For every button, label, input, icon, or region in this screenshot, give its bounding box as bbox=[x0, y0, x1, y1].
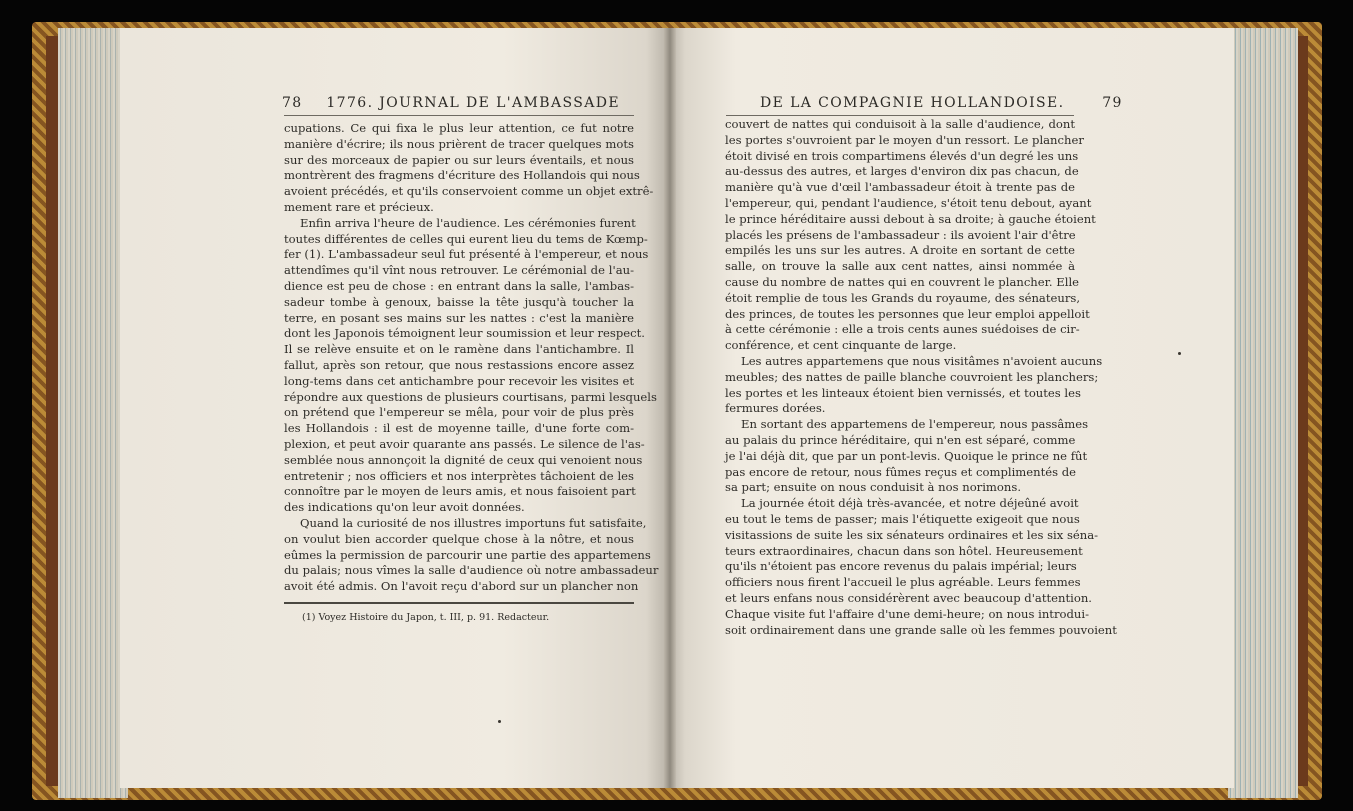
text-line: fallut, après son retour, que nous restassions encore assez bbox=[284, 357, 634, 372]
text-line: connoître par le moyen de leurs amis, et nous faisoient part bbox=[284, 484, 636, 499]
text-line: Quand la curiosité de nos illustres importuns fut satisfaite, bbox=[300, 515, 647, 530]
text-line: répondre aux questions de plusieurs courtisans, parmi lesquels bbox=[284, 389, 657, 404]
right-running-head bbox=[760, 95, 1123, 111]
left-running-head bbox=[282, 95, 620, 111]
text-line: au-dessus des autres, et larges d'environ dix pas chacun, de bbox=[725, 164, 1079, 179]
footnote bbox=[302, 612, 549, 623]
text-line: semblée nous annonçoit la dignité de ceux qui venoient nous bbox=[284, 452, 643, 467]
page-stack-right bbox=[1228, 28, 1298, 798]
text-line: officiers nous firent l'accueil le plus agréable. Leurs femmes bbox=[725, 575, 1081, 590]
text-line: dience est peu de chose : en entrant dans la salle, l'ambas- bbox=[284, 278, 634, 293]
text-line: sadeur tombe à genoux, baisse la tête jusqu'à toucher la bbox=[284, 294, 634, 309]
text-line: manière qu'à vue d'œil l'ambassadeur étoit à trente pas de bbox=[725, 180, 1075, 195]
text-line: le prince héréditaire aussi debout à sa droite; à gauche étoient bbox=[725, 211, 1096, 226]
text-line: long-tems dans cet antichambre pour recevoir les visites et bbox=[284, 373, 634, 388]
text-line: avoient précédés, et qu'ils conservoient comme un objet extrê- bbox=[284, 184, 654, 199]
text-line: conférence, et cent cinquante de large. bbox=[725, 338, 957, 353]
text-line: soit ordinairement dans une grande salle où les femmes pouvoient bbox=[725, 622, 1117, 637]
text-line: les Hollandois : il est de moyenne taille, d'une forte com- bbox=[284, 421, 634, 436]
text-line: sur des morceaux de papier ou sur leurs éventails, et nous bbox=[284, 152, 634, 167]
text-line: fer (1). L'ambassadeur seul fut présenté à l'empereur, et nous bbox=[284, 247, 649, 262]
text-line: plexion, et peut avoir quarante ans passés. Le silence de l'as- bbox=[284, 436, 645, 451]
text-line: manière d'écrire; ils nous prièrent de tracer quelques mots bbox=[284, 136, 634, 151]
left-head-title: 1776. JOURNAL DE L'AMBASSADE bbox=[326, 95, 620, 111]
text-line: salle, on trouve la salle aux cent nattes, ainsi nommée à bbox=[725, 259, 1075, 274]
footnote-rule bbox=[284, 602, 634, 604]
text-line: du palais; nous vîmes la salle d'audience où notre ambassadeur bbox=[284, 563, 659, 578]
text-line: eûmes la permission de parcourir une partie des appartemens bbox=[284, 547, 651, 562]
text-line: couvert de nattes qui conduisoit à la salle d'audience, dont bbox=[725, 117, 1075, 131]
text-line: teurs extraordinaires, chacun dans son hôtel. Heureusement bbox=[725, 543, 1083, 558]
text-line: à cette cérémonie : elle a trois cents aunes suédoises de cir- bbox=[725, 322, 1080, 337]
text-line: Les autres appartemens que nous visitâmes n'avoient aucuns bbox=[741, 353, 1103, 368]
text-line: des princes, de toutes les personnes que leur emploi appelloit bbox=[725, 306, 1090, 321]
text-line: cause du nombre de nattes qui en couvrent le plancher. Elle bbox=[725, 274, 1080, 289]
text-line: Il se relève ensuite et on le ramène dans l'antichambre. Il bbox=[284, 342, 634, 357]
text-line: qu'ils n'étoient pas encore revenus du palais impérial; leurs bbox=[725, 559, 1077, 574]
text-line: dont les Japonois témoignent leur soumission et leur respect. bbox=[284, 326, 645, 341]
left-page-number: 78 bbox=[282, 95, 303, 111]
text-line: pas encore de retour, nous fûmes reçus et complimentés de bbox=[725, 464, 1077, 479]
text-line: montrèrent des fragmens d'écriture des Hollandois qui nous bbox=[284, 168, 640, 183]
text-line: Enfin arriva l'heure de l'audience. Les cérémonies furent bbox=[300, 215, 636, 230]
right-page-number: 79 bbox=[1102, 95, 1123, 111]
text-line: meubles; des nattes de paille blanche couvroient les planchers; bbox=[725, 369, 1099, 384]
text-line: entretenir ; nos officiers et nos interprètes tâchoient de les bbox=[284, 468, 634, 483]
text-line: La journée étoit déjà très-avancée, et notre déjeûné avoit bbox=[741, 496, 1079, 511]
text-line: des indications qu'on leur avoit données. bbox=[284, 500, 525, 515]
text-line: avoit été admis. On l'avoit reçu d'abord sur un plancher non bbox=[284, 579, 639, 594]
text-line: et leurs enfans nous considérèrent avec beaucoup d'attention. bbox=[725, 590, 1092, 605]
text-line: on voulut bien accorder quelque chose à la nôtre, et nous bbox=[284, 531, 634, 546]
text-line: sa part; ensuite on nous conduisit à nos norimons. bbox=[725, 480, 1022, 495]
right-body-text bbox=[725, 117, 1117, 638]
paper-speck bbox=[1178, 352, 1181, 355]
text-line: je l'ai déjà dit, que par un pont-levis. Quoique le prince ne fût bbox=[725, 448, 1088, 463]
text-line: attendîmes qu'il vînt nous retrouver. Le cérémonial de l'au- bbox=[284, 263, 634, 278]
text-line: l'empereur, qui, pendant l'audience, s'étoit tenu debout, ayant bbox=[725, 195, 1092, 210]
text-line: empilés les uns sur les autres. A droite en sortant de cette bbox=[725, 243, 1075, 258]
text-line: on prétend que l'empereur se mêla, pour voir de plus près bbox=[284, 405, 634, 420]
right-head-rule bbox=[726, 115, 1074, 116]
text-line: placés les présens de l'ambassadeur : ils avoient l'air d'être bbox=[725, 227, 1076, 242]
text-line: Chaque visite fut l'affaire d'une demi-heure; on nous introdui- bbox=[725, 606, 1089, 621]
text-line: étoit divisé en trois compartimens élevés d'un degré les uns bbox=[725, 148, 1079, 163]
text-line: fermures dorées. bbox=[725, 401, 826, 416]
text-line: eu tout le tems de passer; mais l'étiquette exigeoit que nous bbox=[725, 511, 1080, 526]
left-body-text bbox=[284, 121, 659, 595]
book-gutter bbox=[664, 28, 676, 788]
text-line: les portes et les linteaux étoient bien vernissés, et toutes les bbox=[725, 385, 1081, 400]
text-line: les portes s'ouvroient par le moyen d'un ressort. Le plancher bbox=[725, 132, 1084, 147]
left-head-rule bbox=[284, 115, 634, 116]
text-line: toutes différentes de celles qui eurent lieu du tems de Kœmp- bbox=[284, 231, 648, 246]
text-line: mement rare et précieux. bbox=[284, 199, 434, 214]
footnote-text: (1) Voyez Histoire du Japon, t. III, p. 91. Redacteur. bbox=[302, 612, 550, 623]
text-line: En sortant des appartemens de l'empereur, nous passâmes bbox=[741, 417, 1089, 432]
text-line: terre, en posant ses mains sur les nattes : c'est la manière bbox=[284, 310, 634, 325]
text-line: cupations. Ce qui fixa le plus leur attention, ce fut notre bbox=[284, 121, 634, 135]
right-head-title: DE LA COMPAGNIE HOLLANDOISE. bbox=[760, 95, 1065, 111]
text-line: étoit remplie de tous les Grands du royaume, des sénateurs, bbox=[725, 290, 1081, 305]
page-stack-left bbox=[58, 28, 128, 798]
text-line: au palais du prince héréditaire, qui n'en est séparé, comme bbox=[725, 432, 1076, 447]
paper-speck bbox=[498, 720, 501, 723]
text-line: visitassions de suite les six sénateurs ordinaires et les six séna- bbox=[725, 527, 1099, 542]
